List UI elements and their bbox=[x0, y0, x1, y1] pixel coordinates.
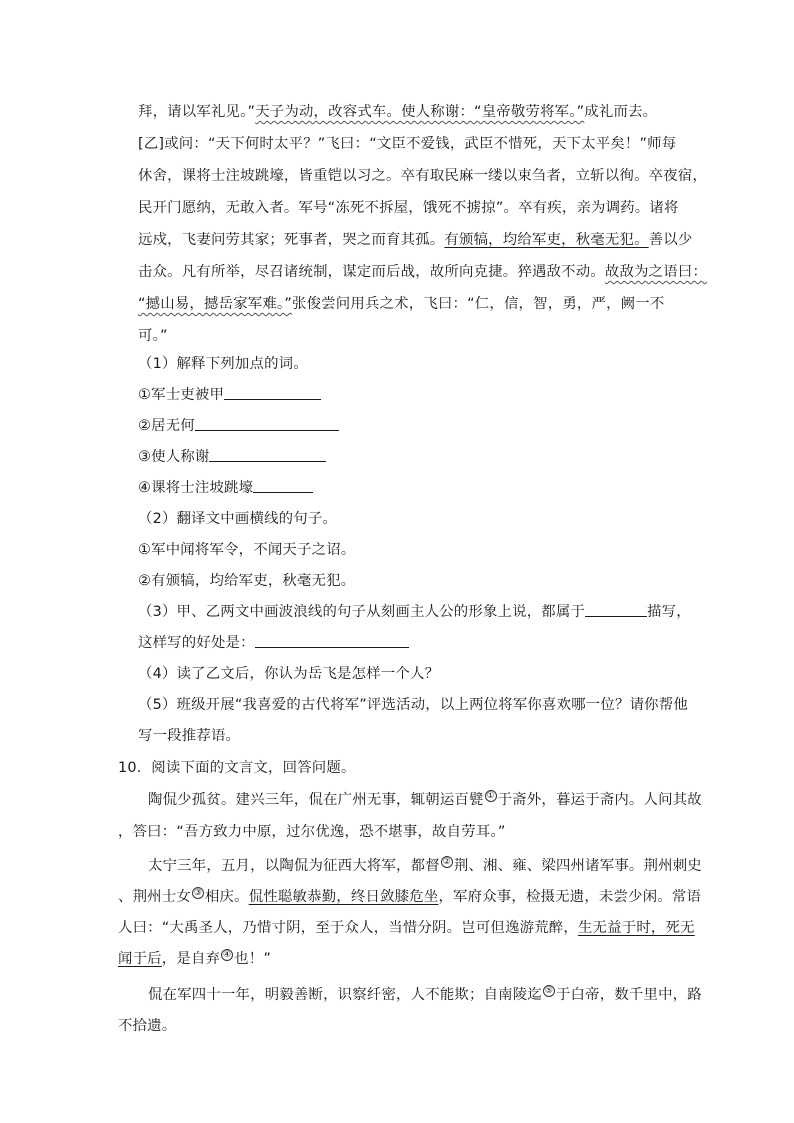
underlined-sentence-yi: 有颁犒，均给军吏，秋毫无犯。 bbox=[444, 232, 649, 248]
q10-para-3-line-1: 侃在军四十一年，明毅善断，识察纤密，人不能欺；自南陵迄 ⑤ 于白帝，数千里中，路 bbox=[148, 986, 702, 1003]
answer-blank[interactable] bbox=[224, 385, 321, 400]
passage-yi-line-3: 民开门愿纳，无敢入者。军号“冻死不拆屋，饿死不掳掠”。卒有疾，亲为调药。诸将 bbox=[138, 200, 679, 216]
question-3-cont: 这样写的好处是： bbox=[138, 633, 409, 653]
underlined-sentence-q10-2: 生无益于时，死无 bbox=[577, 920, 695, 936]
passage-yi-line-5: 击众。凡有所举，尽召诸统制，谋定而后战，故所向克捷。猝遇敌不动。故敌为之语曰： bbox=[138, 264, 708, 280]
passage-yi-line-4: 远戍，飞妻问劳其家；死事者，哭之而育其孤。有颁犒，均给军吏，秋毫无犯。善以少 bbox=[138, 232, 693, 248]
passage-yi-line-6: “撼山易，撼岳家军难。”张俊尝问用兵之术，飞曰：“仁，信，智，勇，严，阙一不 bbox=[138, 296, 665, 312]
question-2: （2）翻译文中画横线的句子。 bbox=[138, 511, 338, 527]
answer-blank[interactable] bbox=[585, 602, 647, 617]
q1-item-1: ①军士吏被甲 bbox=[138, 385, 321, 405]
question-1: （1）解释下列加点的词。 bbox=[138, 356, 308, 372]
passage-yi-line-1: [乙]或问：“天下何时太平？”飞曰：“文臣不爱钱，武臣不惜死，天下太平矣！”师每 bbox=[138, 136, 677, 152]
footnote-marker: ② bbox=[442, 857, 451, 867]
q1-item-3: ③使人称谢 bbox=[138, 447, 326, 467]
q2-item-1: ①军中闻将军令，不闻天子之诏。 bbox=[138, 542, 356, 558]
q10-para-2-line-2: 、荆州士女 ③ 相庆。侃性聪敏恭勤，终日敛膝危坐，军府众事，检摄无遗，未尝少闲。常语 bbox=[118, 888, 702, 905]
answer-blank[interactable] bbox=[209, 447, 326, 462]
q10-para-2-line-3: 人曰：“大禹圣人，乃惜寸阴，至于众人，当惜分阴。岂可但逸游荒醉，生无益于时，死无 bbox=[118, 920, 695, 936]
answer-blank[interactable] bbox=[253, 478, 313, 493]
passage-yi-line-2: 休舍，课将士注坡跳壕，皆重铠以习之。卒有取民麻一缕以束刍者，立斩以徇。卒夜宿， bbox=[138, 168, 708, 184]
question-5: （5）班级开展“我喜爱的古代将军”评选活动，以上两位将军你喜欢哪一位？请你帮他 bbox=[138, 697, 688, 713]
footnote-marker: ⑤ bbox=[544, 986, 554, 996]
q1-item-2: ②居无何 bbox=[138, 416, 339, 436]
q10-para-2-line-1: 太宁三年，五月，以陶侃为征西大将军，都督 ② 荆、湘、雍、梁四州诸军事。荆州刺史 bbox=[148, 857, 702, 874]
q1-item-4: ④课将士注坡跳壕 bbox=[138, 478, 313, 498]
underlined-sentence-q10-2-cont: 闻于后 bbox=[118, 951, 162, 967]
question-3: （3）甲、乙两文中画波浪线的句子从刻画主人公的形象上说，都属于 描写， bbox=[138, 604, 691, 620]
answer-blank[interactable] bbox=[255, 633, 409, 648]
q10-para-3-line-2: 不拾遗。 bbox=[118, 1018, 177, 1034]
underlined-sentence-q10-1: 侃性聪敏恭勤，终日敛膝危坐 bbox=[248, 889, 439, 905]
wavy-sentence-yi-part1: 故敌为之语曰： bbox=[604, 264, 708, 280]
passage-yi-line-7: 可。” bbox=[138, 328, 168, 344]
question-10-title: 10．阅读下面的文言文，回答问题。 bbox=[118, 760, 356, 776]
wavy-sentence-jia: 天子为动，改容式车。使人称谢：“皇帝敬劳将军。” bbox=[255, 104, 585, 120]
question-5-cont: 写一段推荐语。 bbox=[138, 728, 241, 744]
q2-item-2: ②有颁犒，均给军吏，秋毫无犯。 bbox=[138, 573, 356, 589]
question-4: （4）读了乙文后，你认为岳飞是怎样一个人？ bbox=[138, 666, 440, 682]
q10-para-1-line-2: ，答曰：“吾方致力中原，过尔优逸，恐不堪事，故自劳耳。” bbox=[118, 824, 506, 840]
q10-para-2-line-4: 闻于后，是自弃 ④ 也！” bbox=[118, 950, 271, 967]
footnote-marker: ④ bbox=[223, 950, 232, 960]
footnote-marker: ③ bbox=[193, 888, 203, 898]
q10-para-1-line-1: 陶侃少孤贫。建兴三年，侃在广州无事，辄朝运百甓 ① 于斋外，暮运于斋内。人问其故 bbox=[148, 791, 702, 808]
passage-jia-ending: 拜，请以军礼见。”天子为动，改容式车。使人称谢：“皇帝敬劳将军。”成礼而去。 bbox=[138, 104, 658, 120]
footnote-marker: ① bbox=[486, 791, 495, 801]
answer-blank[interactable] bbox=[195, 416, 339, 431]
wavy-sentence-yi-part2: “撼山易，撼岳家军难。” bbox=[138, 296, 293, 312]
